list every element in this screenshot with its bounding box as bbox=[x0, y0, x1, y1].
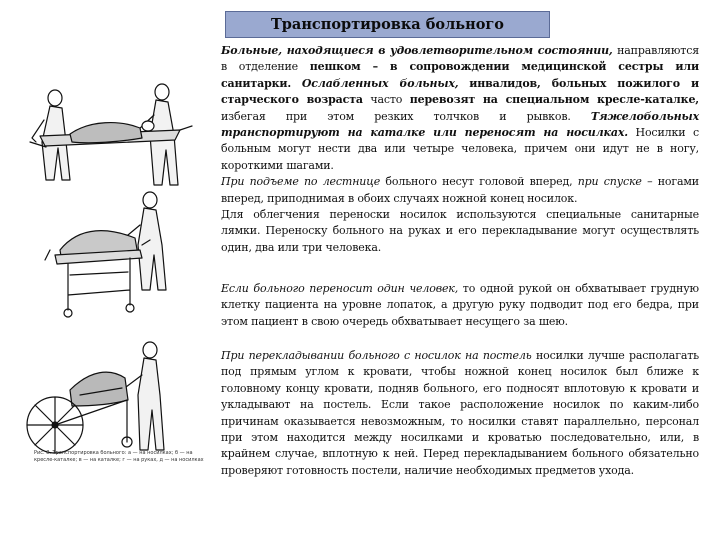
p1-text-7: инвалидов, больных пожилого и старческого возраста bbox=[221, 76, 699, 107]
paragraph-1 bbox=[221, 43, 699, 256]
p1-text-10: избегая при этом резких толчков и рывков. bbox=[221, 109, 591, 123]
p1-text-6 bbox=[458, 77, 469, 90]
p2-text-1: Если больного переносит один человек, bbox=[221, 282, 459, 295]
wheel-cart-drawing bbox=[27, 342, 164, 453]
p2-text-2: то одной рукой он обхватывает грудную клетку пациента на уровне лопаток, а другую руку подводит под его бедра, при этом пациент в свою очередь обхватывает несущего за шею. bbox=[221, 282, 699, 328]
p1-text-12: Носилки с больным могут нести два или четыре человека, причем они идут не в ногу, короткими шагами. bbox=[221, 126, 699, 172]
p1-text-3: пешком – в сопровождении медицинской сестры или санитарки. bbox=[221, 60, 699, 90]
paragraph-3 bbox=[221, 348, 699, 479]
paragraph-2 bbox=[221, 281, 699, 330]
stretcher-carry-drawing bbox=[30, 84, 192, 185]
page-title: Транспортировка больного bbox=[225, 11, 550, 38]
p1-text-14: больного несут головой вперед, bbox=[380, 175, 578, 189]
p1-text-9: перевозят на специальном кресле-каталке, bbox=[409, 93, 699, 107]
p1-text-4 bbox=[291, 77, 302, 90]
p1-text-1: Больные, находящиеся в удовлетворительном состоянии, bbox=[221, 44, 613, 57]
p1-text-15: при спуске bbox=[577, 175, 642, 189]
p3-text-2: носилки лучше располагать под прямым углом к кровати, чтобы ножной конец носилок был ближе к головному концу кровати, подняв больного, его подносят вплотовую к кровати и укладывают на постель. Если такое расположение носилок по каким-либо причинам оказывается невозможным, то носилки ставят параллельно, персонал при этом находится между носилками и кроватью последовательно, или, в крайнем случае, вплотную к ней. Перед перекладыванием больного обязательно проверяют готовность постели, наличие необходимых предметов ухода. bbox=[221, 349, 699, 477]
figure-caption: Рис. 8. Транспортировка больного: а — на носилках; б — на кресле-каталке; в — на каталке; г — на руках, д — на носилках bbox=[34, 450, 204, 463]
p3-text-1: При перекладывании больного с носилок на постель bbox=[221, 349, 532, 362]
gurney-drawing bbox=[45, 192, 166, 317]
p1-text-16: – ногами вперед, приподнимая в обоих случаях ножной конец носилок. bbox=[221, 175, 699, 205]
p1-text-2: направляются в отделение bbox=[221, 44, 699, 74]
p1-text-8: часто bbox=[362, 93, 410, 107]
p1-text-17: Для облегчения переноски носилок используются специальные санитарные лямки. Переноску больного на руках и его перекладывание могут осуществлять один, два или три человека. bbox=[221, 208, 699, 254]
p1-text-13: При подъеме по лестнице bbox=[221, 175, 381, 189]
p1-text-5: Ослабленных больных, bbox=[301, 76, 459, 90]
p1-text-11: Тяжелобольных транспортируют на каталке или переносят на носилках. bbox=[221, 109, 699, 140]
